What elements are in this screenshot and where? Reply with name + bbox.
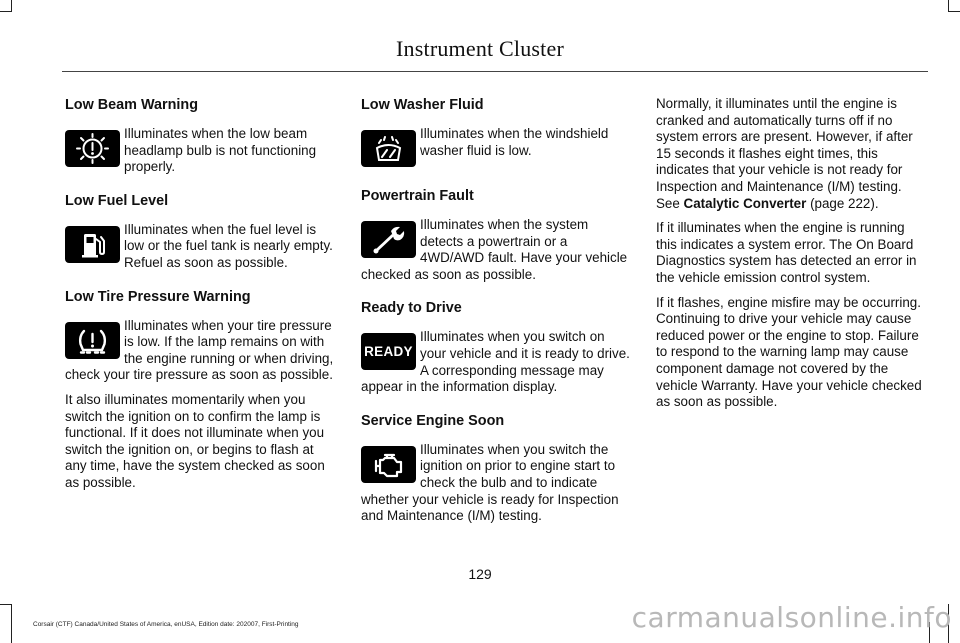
footer-edition: Corsair (CTF) Canada/United States of America, enUSA, Edition date: 202007, First-Printing	[33, 621, 299, 628]
section-entry	[361, 126, 633, 171]
catalytic-converter-link[interactable]: Catalytic Converter	[683, 195, 807, 211]
body-paragraph	[656, 96, 928, 212]
tire-pressure-icon	[65, 322, 120, 359]
engine-icon	[361, 446, 416, 483]
paragraph-text: Normally, it illuminates until the engine is cranked and automatically turns off if no system errors are present. However, if after 15 seconds it flashes eight times, this indicates that your vehicle is not ready for Inspection and Maintenance (I/M) testing. See	[656, 96, 913, 211]
section-text: Illuminates when the low beam headlamp bulb is not functioning properly.	[124, 126, 317, 175]
page-number: 129	[468, 566, 492, 582]
right-column	[656, 96, 928, 419]
ready-icon	[361, 333, 416, 370]
left-column	[65, 96, 337, 500]
crop-mark	[948, 11, 960, 12]
fuel-pump-icon	[65, 226, 120, 263]
section-entry	[361, 217, 633, 283]
body-paragraph: If it illuminates when the engine is running this indicates a system error. The On Board Diagnostics system has detected an error in the vehicle emission control system.	[656, 220, 917, 285]
middle-column	[361, 96, 633, 541]
section-heading: Service Engine Soon	[361, 412, 505, 429]
header-divider	[62, 71, 928, 72]
watermark: carmanualsonline.info	[631, 601, 952, 634]
section-heading: Ready to Drive	[361, 300, 462, 317]
section-entry	[65, 222, 337, 272]
section-heading: Low Washer Fluid	[361, 97, 484, 113]
section-text: Illuminates when you switch the ignition on prior to engine start to check the bulb and to indicate whether your vehicle is ready for Inspection and Maintenance (I/M) testing.	[361, 441, 619, 524]
section-heading: Low Fuel Level	[65, 192, 169, 209]
section-entry	[65, 126, 337, 176]
section-heading: Powertrain Fault	[361, 188, 474, 204]
section-entry	[65, 318, 337, 384]
washer-fluid-icon	[361, 130, 416, 167]
section-text: Illuminates when the fuel level is low or the fuel tank is nearly empty. Refuel as soon as possible.	[124, 221, 333, 270]
section-heading: Low Beam Warning	[65, 97, 198, 113]
section-text: Illuminates when you switch on your vehicle and it is ready to drive. A corresponding message may appear in the information display.	[361, 329, 630, 395]
wrench-icon	[361, 221, 416, 258]
crop-mark	[11, 604, 12, 643]
ready-icon-label: READY	[364, 344, 413, 360]
page-title: Instrument Cluster	[396, 36, 564, 61]
body-paragraph: If it flashes, engine misfire may be occurring. Continuing to drive your vehicle may cause reduced power or the engine to stop. Failure to respond to the warning lamp may cause component damage not covered by the vehicle Warranty. Have your vehicle checked as soon as possible.	[656, 294, 922, 410]
section-heading: Low Tire Pressure Warning	[65, 288, 251, 305]
section-entry	[361, 442, 633, 525]
section-text: Illuminates when the system detects a powertrain or a 4WD/AWD fault. Have your vehicle checked as soon as possible.	[361, 217, 628, 282]
body-paragraph: It also illuminates momentarily when you switch the ignition on to confirm the lamp is functional. If it does not illuminate when you switch the ignition on, or begins to flash at any time, have the system checked as soon as possible.	[65, 391, 325, 490]
section-text: Illuminates when your tire pressure is low. If the lamp remains on with the engine running or when driving, check your tire pressure as soon as possible.	[65, 317, 334, 383]
low-beam-warning-icon	[65, 130, 120, 167]
paragraph-text: (page 222).	[806, 195, 879, 211]
section-entry	[361, 329, 633, 395]
section-text: Illuminates when the windshield washer fluid is low.	[420, 126, 609, 158]
crop-mark	[0, 11, 12, 12]
crop-mark	[0, 604, 12, 605]
